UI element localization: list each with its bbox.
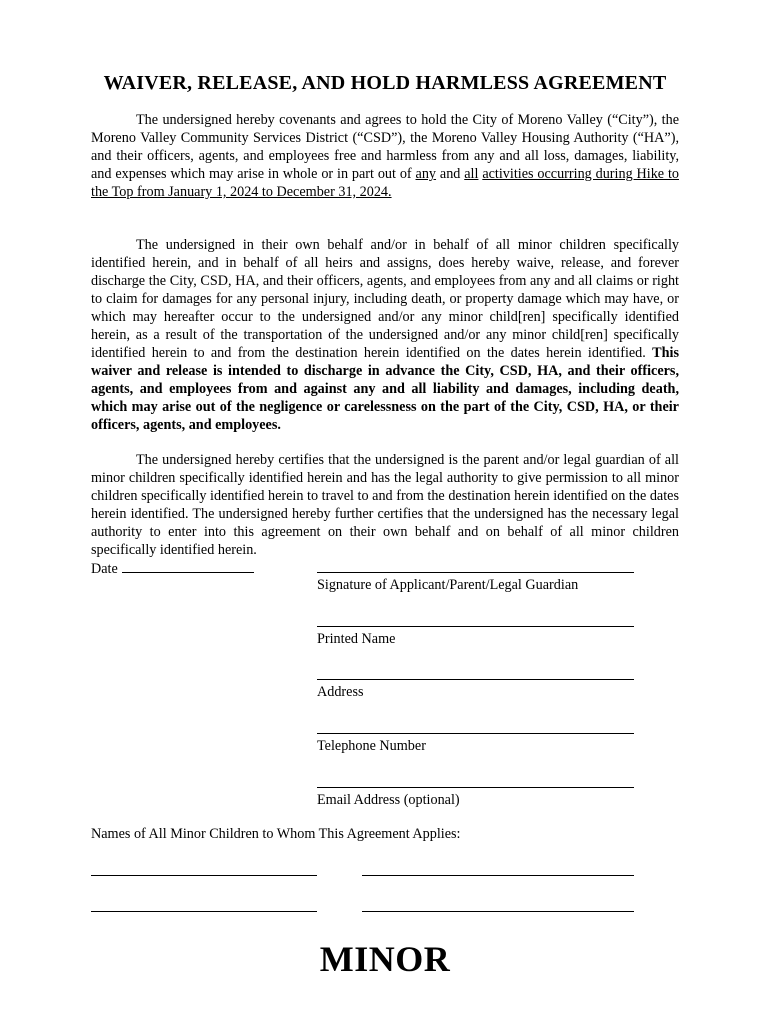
signature-label: Signature of Applicant/Parent/Legal Guardian [317,577,579,593]
paragraph-certification [91,451,679,559]
and-word: and [436,166,465,182]
printed-name-label: Printed Name [317,631,396,647]
paragraph-2-bold: This waiver and release is intended to discharge in advance the City, CSD, HA, and their officers, agents, and employees from and against any and all liability and damages, including death, which may arise out of the negligence or carelessness on the part of the City, CSD, HA, or their officers, agents, and employees. [91,345,679,433]
document-title: WAIVER, RELEASE, AND HOLD HARMLESS AGREEMENT [103,72,667,94]
paragraph-3-text: The undersigned hereby certifies that the undersigned is the parent and/or legal guardian of all minor children specifically identified herein and has the legal authority to give permission to all minor children specifically identified herein to travel to and from the destination herein identified on the dates herein identified. The undersigned hereby further certifies that the undersigned has the necessary legal authority to enter into this agreement on their own behalf and on behalf of all minor children specifically identified herein. [91,452,679,558]
signature-line[interactable] [317,572,634,573]
minor-name-line-1[interactable] [91,875,317,876]
email-line[interactable] [317,787,634,788]
underlined-all: all [464,166,479,182]
underlined-activities: activities occurring during Hike to the Top from January 1, 2024 to December 31, 2024. [91,166,679,200]
telephone-line[interactable] [317,733,634,734]
address-line[interactable] [317,679,634,680]
paragraph-1-text: The undersigned hereby covenants and agrees to hold the City of Moreno Valley (“City”), the Moreno Valley Community Services District (“CSD”), the Moreno Valley Housing Authority (“HA”), and their officers, agents, and employees free and harmless from any and all loss, damages, liability, and expenses which may arise in whole or in part out of [91,112,679,182]
minor-heading: MINOR [319,939,451,979]
email-label: Email Address (optional) [317,792,460,808]
minor-children-label: Names of All Minor Children to Whom This Agreement Applies: [91,826,461,842]
date-input-line[interactable] [122,558,254,573]
minor-name-line-2[interactable] [362,875,634,876]
paragraph-hold-harmless [91,111,679,201]
minor-name-line-3[interactable] [91,911,317,912]
paragraph-2-text: The undersigned in their own behalf and/or in behalf of all minor children specifically identified herein, and in behalf of all heirs and assigns, does hereby waive, release, and forever discharge the City, CSD, HA, and their officers, agents, and employees from any and all claims or right to claim for damages for any personal injury, including death, or property damage which may have, or which may hereafter occur to the undersigned and/or any minor child[ren] specifically identified herein, as a result of the transportation of the undersigned and/or any minor child[ren] specifically identified herein to and from the destination herein identified on the dates herein identified. [91,237,679,361]
address-label: Address [317,684,364,700]
telephone-label: Telephone Number [317,738,426,754]
printed-name-line[interactable] [317,626,634,627]
underlined-any: any [415,166,437,182]
date-field [91,558,254,578]
paragraph-waiver-release [91,236,679,434]
minor-name-line-4[interactable] [362,911,634,912]
date-label: Date [91,561,118,577]
